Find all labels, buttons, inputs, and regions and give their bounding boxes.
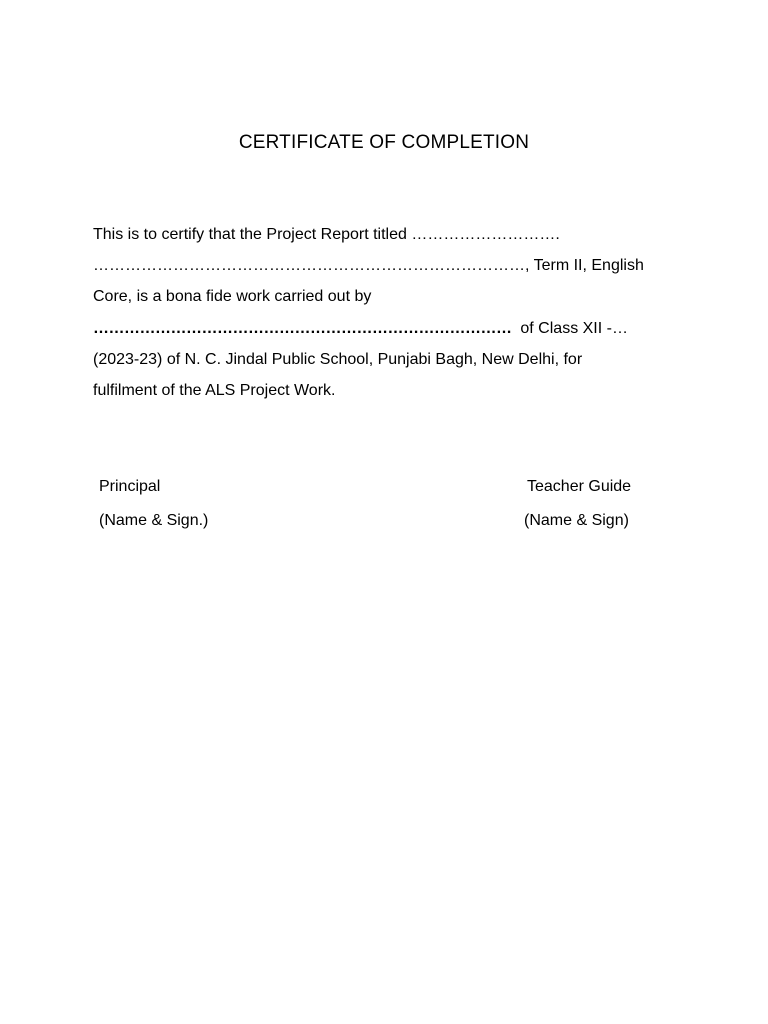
teacher-guide-name-sign-label: (Name & Sign): [524, 512, 629, 529]
body-line-5: (2023-23) of N. C. Jindal Public School, Punjabi Bagh, New Delhi, for: [93, 350, 583, 368]
body-line-2: ………………………………………………………………………, Term II, English: [93, 257, 644, 275]
principal-name-sign-label: (Name & Sign.): [99, 512, 209, 529]
principal-label: Principal: [99, 478, 161, 495]
certificate-title: CERTIFICATE OF COMPLETION: [238, 132, 530, 153]
teacher-guide-label: Teacher Guide: [527, 478, 632, 495]
body-line-3: Core, is a bona fide work carried out by: [93, 288, 372, 306]
body-line-6: fulfilment of the ALS Project Work.: [93, 382, 336, 400]
body-line-4: [93, 313, 653, 344]
body-line-1: This is to certify that the Project Report titled ……………………….: [93, 226, 560, 243]
student-name-blank: ………………………………………………………………………: [93, 319, 512, 337]
certificate-body: [93, 219, 653, 406]
class-text: of Class XII -…: [520, 319, 628, 337]
principal-signature-block: [99, 470, 208, 538]
teacher-guide-signature-block: [524, 470, 631, 538]
